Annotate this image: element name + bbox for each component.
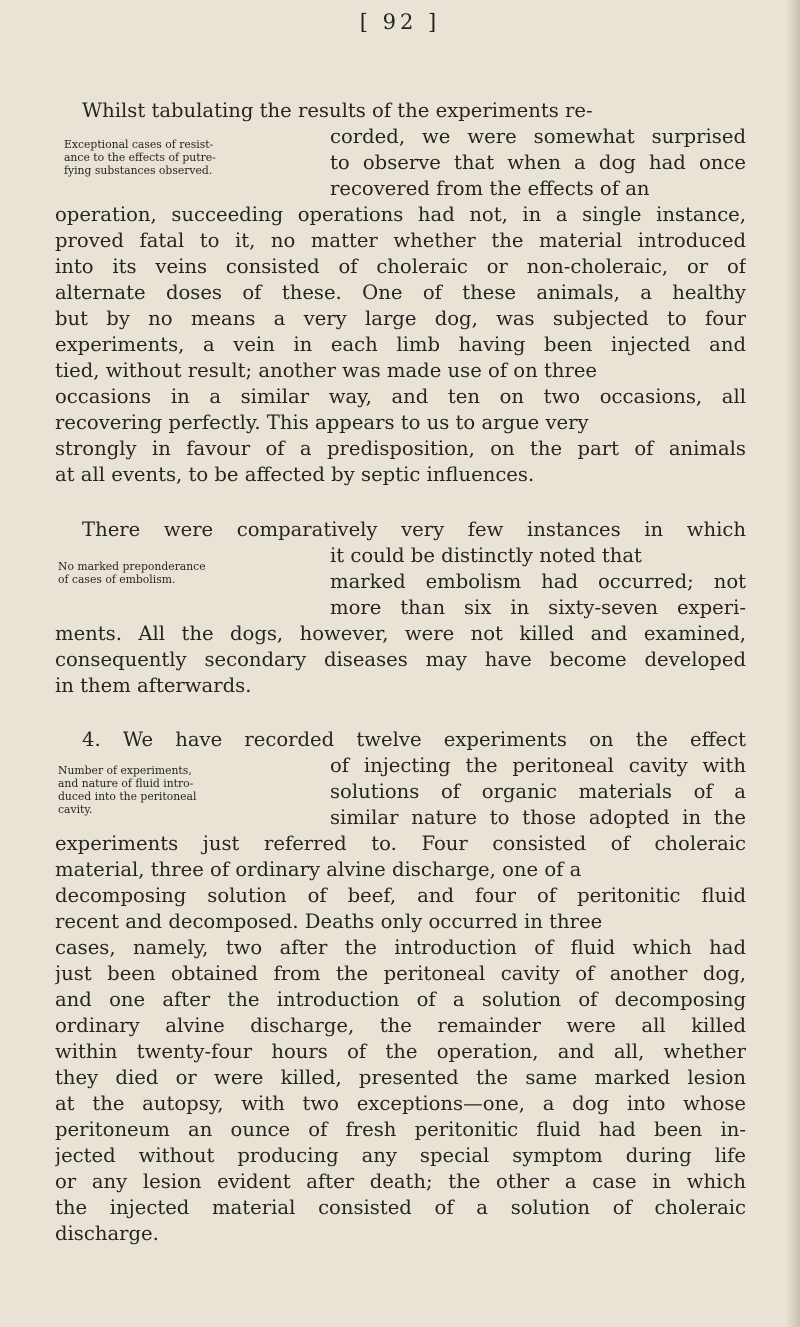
text-line: There were comparatively very few instances in which	[82, 518, 746, 541]
text-line: in them afterwards.	[55, 674, 252, 697]
text-line: within twenty-four hours of the operation, and all, whether	[55, 1040, 746, 1063]
text-line: experiments, a vein in each limb having been injected and	[55, 333, 746, 356]
text-line: peritoneum an ounce of fresh peritonitic fluid had been in-	[55, 1118, 746, 1141]
page-number: [ 92 ]	[359, 10, 441, 34]
margin-note-line: of cases of embolism.	[58, 574, 176, 586]
text-line: recent and decomposed. Deaths only occurred in three	[55, 910, 603, 933]
text-line: decomposing solution of beef, and four of peritonitic fluid	[55, 884, 746, 907]
text-line: recovering perfectly. This appears to us to argue very	[55, 411, 589, 434]
text-line: to observe that when a dog had once	[330, 151, 746, 174]
text-line: recovered from the effects of an	[330, 177, 650, 200]
text-line: but by no means a very large dog, was subjected to four	[55, 307, 746, 330]
text-line: ordinary alvine discharge, the remainder were all killed	[55, 1014, 746, 1037]
text-line: they died or were killed, presented the same marked lesion	[55, 1066, 746, 1089]
text-line: at the autopsy, with two exceptions—one, a dog into whose	[55, 1092, 746, 1115]
text-line: just been obtained from the peritoneal cavity of another dog,	[55, 962, 746, 985]
margin-note-line: cavity.	[58, 804, 93, 816]
text-line: alternate doses of these. One of these animals, a healthy	[55, 281, 746, 304]
text-line: cases, namely, two after the introduction of fluid which had	[55, 936, 746, 959]
text-line: marked embolism had occurred; not	[330, 570, 746, 593]
text-line: material, three of ordinary alvine discharge, one of a	[55, 858, 582, 881]
text-line: the injected material consisted of a solution of choleraic	[55, 1196, 746, 1219]
text-line: into its veins consisted of choleraic or non-choleraic, or of	[55, 255, 746, 278]
text-line: Whilst tabulating the results of the experiments re-	[82, 99, 593, 122]
text-line: more than six in sixty-seven experi-	[330, 596, 746, 619]
margin-note-line: duced into the peritoneal	[58, 791, 197, 803]
text-line: experiments just referred to. Four consisted of choleraic	[55, 832, 746, 855]
text-line: operation, succeeding operations had not, in a single instance,	[55, 203, 746, 226]
text-line: strongly in favour of a predisposition, on the part of animals	[55, 437, 746, 460]
text-line: at all events, to be affected by septic influences.	[55, 463, 535, 486]
margin-note-line: Exceptional cases of resist-	[64, 139, 214, 151]
text-line: ments. All the dogs, however, were not killed and examined,	[55, 622, 746, 645]
text-line: consequently secondary diseases may have become developed	[55, 648, 746, 671]
text-line: or any lesion evident after death; the other a case in which	[55, 1170, 746, 1193]
text-line: similar nature to those adopted in the	[330, 806, 746, 829]
margin-note-line: Number of experiments,	[58, 765, 192, 777]
margin-note-line: ance to the effects of putre-	[64, 152, 216, 164]
text-line: proved fatal to it, no matter whether the material introduced	[55, 229, 746, 252]
text-line: and one after the introduction of a solution of decomposing	[55, 988, 746, 1011]
text-line: discharge.	[55, 1222, 159, 1245]
text-line: it could be distinctly noted that	[330, 544, 642, 567]
text-line: occasions in a similar way, and ten on two occasions, all	[55, 385, 746, 408]
text-line: of injecting the peritoneal cavity with	[330, 754, 746, 777]
text-line: corded, we were somewhat surprised	[330, 125, 746, 148]
text-line: 4. We have recorded twelve experiments on the effect	[82, 728, 746, 751]
text-line: tied, without result; another was made use of on three	[55, 359, 598, 382]
margin-note-line: and nature of fluid intro-	[58, 778, 194, 790]
page-edge-shadow	[786, 0, 800, 1327]
margin-note-line: No marked preponderance	[58, 561, 206, 573]
text-line: solutions of organic materials of a	[330, 780, 746, 803]
text-line: jected without producing any special symptom during life	[55, 1144, 746, 1167]
margin-note-line: fying substances observed.	[64, 165, 213, 177]
